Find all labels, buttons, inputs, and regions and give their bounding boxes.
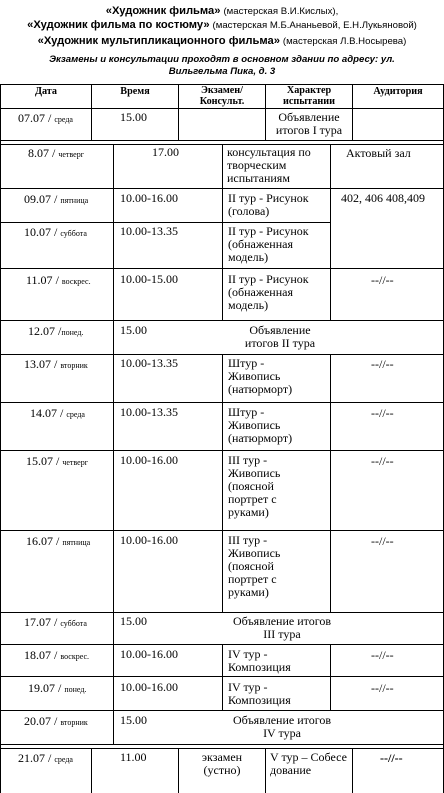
row-time: 10.00-13.35: [120, 356, 178, 370]
row-description: Штур - Живопись (натюрморт): [228, 405, 293, 445]
row-time: 10.00-15.00: [120, 272, 178, 286]
row-description: Объявление итогов III тура: [233, 614, 331, 641]
row-room: --//--: [380, 751, 403, 765]
col-header-room: Аудитория: [373, 86, 423, 97]
row-date: 17.07 / суббота: [24, 615, 87, 629]
row-date: 19.07 / понед.: [28, 681, 87, 695]
row-description: III тур - Живопись (поясной портрет с руками): [228, 453, 281, 519]
row-description: V тур – Собеседование: [270, 750, 347, 777]
row-time: 10.00-13.35: [120, 224, 178, 238]
row-exam-type: экзамен (устно): [201, 750, 243, 777]
row-description: Штур - Живопись (натюрморт): [228, 356, 293, 396]
row-room: --//--: [371, 454, 394, 468]
program-title-1: «Художник фильма»: [105, 5, 221, 17]
row-time: 10.00-16.00: [120, 191, 178, 205]
row-time: 10.00-16.00: [120, 647, 178, 661]
row-description: II тур - Рисунок (обнаженная модель): [228, 272, 309, 312]
row-description: III тур - Живопись (поясной портрет с руками): [228, 533, 281, 599]
row-time: 10.00-16.00: [120, 453, 178, 467]
row-description: IV тур - Композиция: [228, 647, 291, 674]
row-date: 8.07 / четверг: [28, 146, 84, 160]
row-date: 13.07 / вторник: [24, 357, 88, 371]
row-date: 18.07 / воскрес.: [24, 648, 90, 662]
row-description: II тур - Рисунок (голова): [228, 191, 309, 218]
row-time: 15.00: [120, 713, 147, 727]
row-date: 09.07 / пятница: [24, 192, 89, 206]
program-note-3: (мастерская Л.В.Носырева): [282, 36, 407, 47]
col-header-description: Характер испытании: [282, 85, 336, 107]
row-time: 10.00-16.00: [120, 680, 178, 694]
row-room: --//--: [371, 648, 394, 662]
row-room: --//--: [371, 273, 394, 287]
program-note-2: (мастерская М.Б.Ананьевой, Е.Н.Лукьяновой): [212, 20, 417, 31]
row-time: 15.00: [120, 614, 147, 628]
row-date: 20.07 / вторник: [24, 714, 88, 728]
row-date: 21.07 / среда: [18, 751, 73, 765]
row-time: 11.00: [120, 750, 147, 764]
row-room: --//--: [371, 357, 394, 371]
row-room: 402, 406 408,409: [341, 191, 425, 205]
address-note: Экзамены и консультации проходят в основном здании по адресу: ул. Вильгельма Пика, д. 3: [49, 54, 395, 77]
row-description: Объявление итогов IV тура: [233, 713, 331, 740]
header-line-3: [0, 35, 444, 47]
row-description: II тур - Рисунок (обнаженная модель): [228, 224, 309, 264]
header-line-1: [0, 5, 444, 17]
row-room: --//--: [371, 681, 394, 695]
program-note-1: (мастерская В.И.Кислых),: [223, 6, 339, 17]
row-date: 10.07 / суббота: [24, 225, 87, 239]
row-room: Актовый зал: [346, 146, 411, 160]
col-header-exam-type: Экзамен/ Консульт.: [199, 85, 245, 107]
row-time: 17.00: [152, 145, 179, 159]
row-room: --//--: [371, 534, 394, 548]
row-description: Объявление итогов I тура: [275, 110, 343, 137]
row-room: --//--: [371, 406, 394, 420]
row-description: консультация по творческим испытаниям: [227, 145, 311, 185]
program-title-2: «Художник фильма по костюму»: [27, 19, 210, 31]
row-date: 15.07 / четверг: [26, 454, 88, 468]
row-date: 11.07 / воскрес.: [26, 273, 91, 287]
col-header-date: Дата: [34, 86, 58, 97]
row-date: 07.07 / среда: [18, 111, 73, 125]
row-time: 15.00: [120, 110, 147, 124]
row-description: IV тур - Композиция: [228, 680, 291, 707]
program-title-3: «Художник мультипликационного фильма»: [37, 35, 280, 47]
row-date: 16.07 / пятница: [26, 534, 91, 548]
row-time: 10.00-16.00: [120, 533, 178, 547]
row-time: 10.00-13.35: [120, 405, 178, 419]
header-line-2: [0, 19, 444, 31]
row-date: 14.07 / среда: [30, 406, 85, 420]
row-time: 15.00: [120, 323, 147, 337]
row-date: 12.07 /понед.: [28, 324, 84, 338]
col-header-time: Время: [120, 86, 150, 97]
row-description: Объявление итогов II тура: [244, 323, 316, 350]
